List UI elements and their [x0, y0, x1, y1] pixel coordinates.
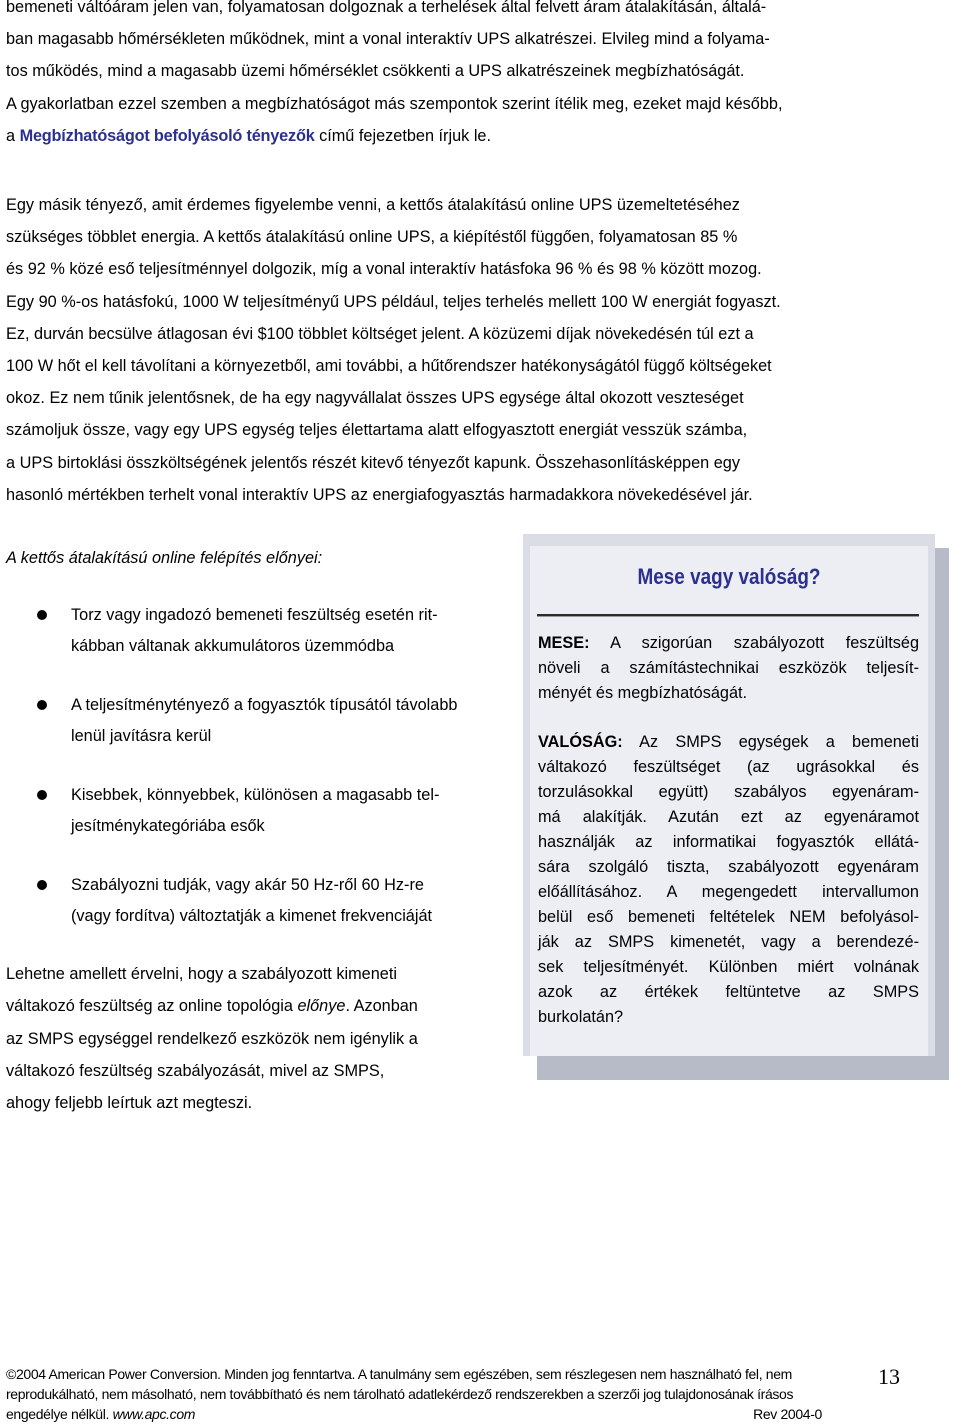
text-fragment: váltakozó feszültség az online topológia	[6, 997, 298, 1016]
text-line: a UPS birtoklási összköltségének jelentős részét kitevő tényezőt kapunk. Összehasonlításképpen egy	[6, 453, 740, 472]
reality-label: VALÓSÁG:	[538, 733, 623, 751]
text-line: az SMPS egységgel rendelkező eszközök nem igénylik a	[6, 1029, 418, 1048]
text-line: használják az informatikai fogyasztók ellátá-	[538, 833, 919, 851]
text-line: ják az SMPS kimenetét, vagy a berendezé-	[538, 933, 919, 951]
footer-copyright	[6, 1364, 836, 1424]
list-item	[0, 690, 510, 752]
footer-line: ©2004 American Power Conversion. Minden jog fenntartva. A tanulmány sem egészében, sem részlegesen nem használható fel, nem	[6, 1366, 792, 1382]
sidebar-box-title: Mese vagy valóság?	[637, 564, 821, 589]
text-fragment: a	[6, 126, 20, 145]
text-line: ban magasabb hőmérsékleten működnek, mint a vonal interaktív UPS alkatrészei. Elvileg mind a folyama-	[6, 30, 770, 49]
footer-line	[6, 1404, 836, 1424]
list-item	[0, 870, 510, 932]
footer-line: reprodukálható, nem másolható, nem továbbítható és nem tárolható adatlekérdező rendszerekben a szerzői jog tulajdonosának írásos	[6, 1386, 794, 1402]
text-line: sek teljesítményét. Különben miért volnának	[538, 958, 919, 976]
text-line: torzulásokkal együtt) szabályos egyenáram-	[538, 783, 919, 801]
text-fragment: engedélye nélkül.	[6, 1406, 113, 1422]
text-line: belül eső bemeneti feltételek NEM befolyásol-	[538, 908, 919, 926]
text-line: má alakítják. Azután ezt az egyenáramot	[538, 808, 919, 826]
text-fragment: . Azonban	[345, 997, 418, 1016]
text-line: okoz. Ez nem tűnik jelentősnek, de ha egy nagyvállalat összes UPS egysége által okozott veszteséget	[6, 389, 744, 408]
list-item-line: A teljesítménytényező a fogyasztók típusától távolabb	[71, 696, 458, 714]
paragraph-argument	[6, 958, 506, 1119]
text-line: ahogy feljebb leírtuk azt megteszi.	[6, 1094, 253, 1113]
text-line: előállításához. A megengedett intervallumon	[538, 883, 919, 901]
reality-text	[538, 730, 919, 1030]
text-line: tos működés, mind a magasabb üzemi hőmérséklet csökkenti a UPS alkatrészeinek megbízhatóságát.	[6, 62, 745, 81]
list-item-line: jesítménykategóriába esők	[71, 817, 265, 835]
paragraph-intro	[6, 0, 936, 152]
list-item-line: lenül javításra kerül	[71, 727, 212, 745]
advantages-heading: A kettős átalakítású online felépítés előnyei:	[6, 549, 323, 567]
text-line	[6, 990, 506, 1022]
text-line: 100 W hőt el kell távolítani a környezetből, ami további, a hűtőrendszer hatékonyságától függő költségeket	[6, 357, 772, 376]
paragraph-energy	[6, 189, 936, 511]
bullet-icon	[37, 700, 47, 710]
sidebar-box-divider	[537, 614, 919, 617]
text-line: Ez, durván becsülve átlagosan évi $100 többlet költséget jelent. A közüzemi díjak növekedésén túl ezt a	[6, 324, 754, 343]
text-line: Egy 90 %-os hatásfokú, 1000 W teljesítményű UPS például, teljes terhelés mellett 100 W energiát fogyaszt.	[6, 292, 781, 311]
advantages-list	[0, 600, 510, 960]
revision-label: Rev 2004-0	[753, 1406, 822, 1422]
list-item-line: Torz vagy ingadozó bemeneti feszültség esetén rit-	[71, 606, 438, 624]
list-item	[0, 780, 510, 842]
list-item-line: kábban váltanak akkumulátoros üzemmódba	[71, 637, 395, 655]
emphasis: előnye	[297, 997, 346, 1016]
myth-text	[538, 631, 919, 706]
text-line: váltakozó feszültséget (az ugrásokkal és	[538, 758, 919, 776]
text-line: azok az értékek feltüntetve az SMPS	[538, 983, 919, 1001]
list-item-line: Kisebbek, könnyebbek, különösen a magasabb tel-	[71, 786, 440, 804]
list-item	[0, 600, 510, 662]
myth-label: MESE:	[538, 634, 590, 652]
text-line: bemeneti váltóáram jelen van, folyamatosan dolgoznak a terhelések által felvett áram átalakításán, általá-	[6, 0, 767, 16]
text-line: hasonló mértékben terhelt vonal interaktív UPS az energiafogyasztás harmadakkora növekedésével jár.	[6, 485, 753, 504]
text-line	[538, 730, 919, 755]
text-line: váltakozó feszültség szabályozását, mivel az SMPS,	[6, 1061, 385, 1080]
text-line: és 92 % közé eső teljesítménnyel dolgozik, míg a vonal interaktív hatásfoka 96 % és 98 % között mozog.	[6, 260, 762, 279]
text-line: számoljuk össze, vagy egy UPS egység teljes élettartama alatt elfogyasztott energiát vesszük számba,	[6, 421, 748, 440]
text-line: Lehetne amellett érvelni, hogy a szabályozott kimeneti	[6, 965, 397, 983]
text-line	[6, 120, 936, 152]
text-fragment: című fejezetben írjuk le.	[314, 126, 492, 145]
text-line: szükséges többlet energia. A kettős átalakítású online UPS, a kiépítéstől függően, folyamatosan 85 %	[6, 228, 738, 247]
footer-url-link[interactable]: www.apc.com	[112, 1406, 196, 1422]
text-line: burkolatán?	[538, 1008, 624, 1026]
text-line: Egy másik tényező, amit érdemes figyelembe venni, a kettős átalakítású online UPS üzemeltetéséhez	[6, 196, 740, 214]
bullet-icon	[37, 790, 47, 800]
bullet-icon	[37, 880, 47, 890]
text-line: sára szolgáló tiszta, szabályozott egyenáram	[538, 858, 919, 876]
chapter-link[interactable]: Megbízhatóságot befolyásoló tényezők	[19, 126, 315, 145]
list-item-line: Szabályozni tudják, vagy akár 50 Hz-ről 60 Hz-re	[71, 876, 424, 894]
text-fragment: Az SMPS egységek a bemeneti	[622, 733, 919, 751]
text-fragment: A szigorúan szabályozott feszültség	[589, 634, 919, 652]
list-item-line: (vagy fordítva) változtatják a kimenet frekvenciáját	[71, 907, 433, 925]
text-line	[538, 631, 919, 656]
text-line: ményét és megbízhatóságát.	[538, 684, 748, 702]
bullet-icon	[37, 610, 47, 620]
text-line: növeli a számítástechnikai eszközök teljesít-	[538, 659, 919, 677]
page-number: 13	[878, 1364, 900, 1389]
text-line: A gyakorlatban ezzel szemben a megbízhatóságot más szempontok szerint ítélik meg, ezeket majd később,	[6, 94, 783, 113]
